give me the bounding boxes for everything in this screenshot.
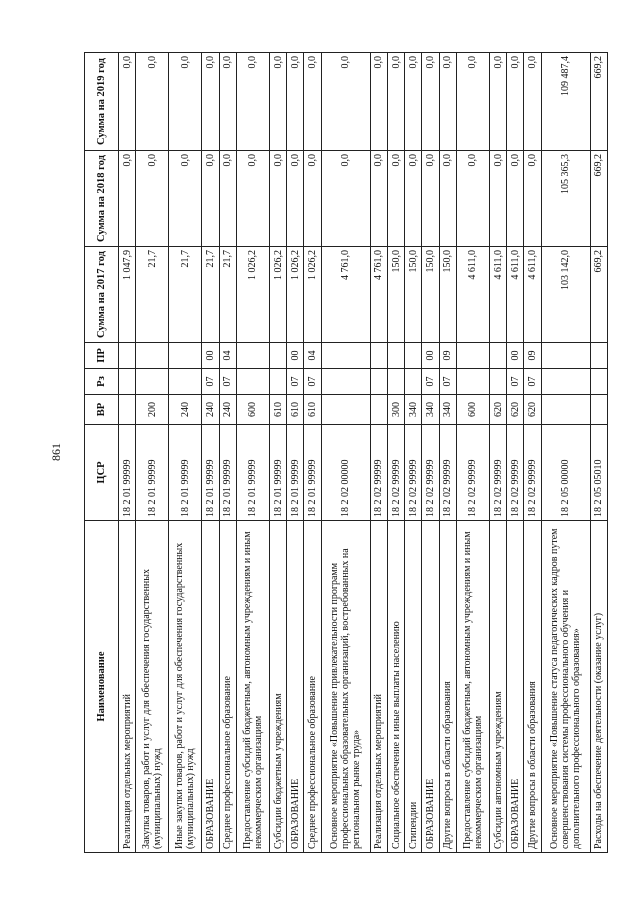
cell-sum-2017: 150,0 <box>387 246 404 342</box>
cell-name: Реализация отдельных мероприятий <box>119 520 136 852</box>
cell-sum-2017: 4 611,0 <box>489 246 506 342</box>
cell-vr: 610 <box>269 394 286 424</box>
cell-rz: 07 <box>287 368 304 394</box>
table-row <box>507 52 524 852</box>
cell-vr: 240 <box>219 394 236 424</box>
cell-sum-2018: 0,0 <box>321 150 370 246</box>
table-row <box>169 52 202 852</box>
cell-sum-2018: 0,0 <box>236 150 269 246</box>
cell-csr: 18 2 01 99999 <box>136 424 169 520</box>
cell-sum-2018: 0,0 <box>287 150 304 246</box>
cell-name: Другие вопросы в области образования <box>439 520 456 852</box>
cell-rz <box>456 368 489 394</box>
cell-sum-2018: 0,0 <box>507 150 524 246</box>
rotated-table-container <box>84 53 608 853</box>
cell-csr: 18 2 02 99999 <box>370 424 387 520</box>
cell-sum-2019: 0,0 <box>422 52 439 150</box>
cell-sum-2019: 0,0 <box>439 52 456 150</box>
cell-rz <box>370 368 387 394</box>
header-sum-2019: Сумма на 2019 год <box>85 52 119 150</box>
cell-pr <box>169 342 202 368</box>
cell-sum-2019: 0,0 <box>524 52 541 150</box>
cell-csr: 18 2 02 99999 <box>524 424 541 520</box>
cell-sum-2017: 1 026,2 <box>236 246 269 342</box>
cell-vr: 240 <box>169 394 202 424</box>
cell-name: Субсидии бюджетным учреждениям <box>269 520 286 852</box>
cell-rz <box>119 368 136 394</box>
cell-rz <box>169 368 202 394</box>
cell-sum-2019: 0,0 <box>119 52 136 150</box>
cell-name: Реализация отдельных мероприятий <box>370 520 387 852</box>
cell-rz <box>405 368 422 394</box>
cell-vr <box>541 394 590 424</box>
cell-vr <box>119 394 136 424</box>
cell-rz: 07 <box>439 368 456 394</box>
table-row <box>456 52 489 852</box>
cell-vr: 300 <box>387 394 404 424</box>
cell-sum-2018: 0,0 <box>456 150 489 246</box>
cell-rz: 07 <box>422 368 439 394</box>
cell-sum-2017: 150,0 <box>439 246 456 342</box>
cell-csr: 18 2 01 99999 <box>236 424 269 520</box>
header-sum-2017: Сумма на 2017 год <box>85 246 119 342</box>
cell-sum-2019: 0,0 <box>456 52 489 150</box>
cell-sum-2018: 669,2 <box>590 150 607 246</box>
cell-sum-2018: 0,0 <box>422 150 439 246</box>
cell-rz: 07 <box>524 368 541 394</box>
table-row <box>236 52 269 852</box>
cell-sum-2019: 0,0 <box>219 52 236 150</box>
cell-vr: 600 <box>456 394 489 424</box>
cell-pr <box>236 342 269 368</box>
cell-sum-2019: 109 487,4 <box>541 52 590 150</box>
cell-sum-2017: 21,7 <box>136 246 169 342</box>
cell-csr: 18 2 02 99999 <box>387 424 404 520</box>
cell-vr: 340 <box>405 394 422 424</box>
cell-rz <box>489 368 506 394</box>
cell-sum-2019: 0,0 <box>202 52 219 150</box>
cell-pr: 09 <box>439 342 456 368</box>
table-row <box>590 52 607 852</box>
cell-sum-2018: 0,0 <box>219 150 236 246</box>
cell-vr: 620 <box>507 394 524 424</box>
cell-sum-2017: 1 026,2 <box>269 246 286 342</box>
cell-pr <box>269 342 286 368</box>
cell-sum-2017: 21,7 <box>219 246 236 342</box>
table-row <box>422 52 439 852</box>
cell-csr: 18 2 01 99999 <box>169 424 202 520</box>
table-header-row <box>85 52 119 852</box>
cell-sum-2017: 4 611,0 <box>524 246 541 342</box>
table-row <box>321 52 370 852</box>
cell-pr: 00 <box>507 342 524 368</box>
table-row <box>489 52 506 852</box>
cell-pr <box>119 342 136 368</box>
table-row <box>405 52 422 852</box>
cell-csr: 18 2 01 99999 <box>304 424 321 520</box>
cell-sum-2018: 105 365,3 <box>541 150 590 246</box>
cell-sum-2018: 0,0 <box>439 150 456 246</box>
table-row <box>370 52 387 852</box>
cell-sum-2017: 21,7 <box>169 246 202 342</box>
cell-sum-2017: 4 761,0 <box>370 246 387 342</box>
cell-sum-2019: 0,0 <box>489 52 506 150</box>
cell-pr <box>489 342 506 368</box>
cell-sum-2017: 21,7 <box>202 246 219 342</box>
header-sum-2018: Сумма на 2018 год <box>85 150 119 246</box>
header-rz: Рз <box>85 368 119 394</box>
cell-pr: 00 <box>202 342 219 368</box>
table-body <box>119 52 608 852</box>
cell-name: Предоставление субсидий бюджетным, автономным учреждениям и иным некоммерческим организациям <box>456 520 489 852</box>
cell-rz <box>590 368 607 394</box>
cell-name: Закупка товаров, работ и услуг для обеспечения государственных (муниципальных) нужд <box>136 520 169 852</box>
cell-rz: 07 <box>507 368 524 394</box>
cell-sum-2018: 0,0 <box>405 150 422 246</box>
cell-csr: 18 2 01 99999 <box>202 424 219 520</box>
cell-vr: 340 <box>422 394 439 424</box>
cell-sum-2019: 0,0 <box>405 52 422 150</box>
cell-vr: 620 <box>524 394 541 424</box>
cell-csr: 18 2 02 99999 <box>456 424 489 520</box>
cell-pr <box>136 342 169 368</box>
cell-sum-2017: 4 611,0 <box>456 246 489 342</box>
cell-pr <box>405 342 422 368</box>
cell-csr: 18 2 02 99999 <box>507 424 524 520</box>
cell-name: Среднее профессиональное образование <box>219 520 236 852</box>
header-pr: ПР <box>85 342 119 368</box>
cell-name: ОБРАЗОВАНИЕ <box>422 520 439 852</box>
cell-csr: 18 2 02 99999 <box>405 424 422 520</box>
cell-vr <box>590 394 607 424</box>
header-vr: ВР <box>85 394 119 424</box>
cell-sum-2019: 0,0 <box>287 52 304 150</box>
table-row <box>119 52 136 852</box>
cell-pr: 04 <box>219 342 236 368</box>
cell-sum-2018: 0,0 <box>269 150 286 246</box>
cell-csr: 18 2 02 99999 <box>489 424 506 520</box>
table-row <box>541 52 590 852</box>
cell-sum-2018: 0,0 <box>119 150 136 246</box>
cell-pr <box>370 342 387 368</box>
cell-name: Среднее профессиональное образование <box>304 520 321 852</box>
cell-rz: 07 <box>202 368 219 394</box>
cell-sum-2018: 0,0 <box>136 150 169 246</box>
cell-rz <box>236 368 269 394</box>
cell-sum-2017: 150,0 <box>405 246 422 342</box>
cell-sum-2019: 0,0 <box>321 52 370 150</box>
cell-sum-2018: 0,0 <box>524 150 541 246</box>
cell-sum-2017: 4 761,0 <box>321 246 370 342</box>
cell-sum-2018: 0,0 <box>169 150 202 246</box>
cell-name: ОБРАЗОВАНИЕ <box>202 520 219 852</box>
cell-vr <box>321 394 370 424</box>
cell-sum-2018: 0,0 <box>489 150 506 246</box>
cell-csr: 18 2 05 05010 <box>590 424 607 520</box>
cell-sum-2019: 0,0 <box>387 52 404 150</box>
cell-vr: 200 <box>136 394 169 424</box>
cell-vr: 610 <box>304 394 321 424</box>
cell-sum-2018: 0,0 <box>304 150 321 246</box>
cell-name: ОБРАЗОВАНИЕ <box>287 520 304 852</box>
cell-sum-2019: 0,0 <box>169 52 202 150</box>
cell-rz <box>136 368 169 394</box>
cell-sum-2019: 0,0 <box>507 52 524 150</box>
cell-pr: 09 <box>524 342 541 368</box>
cell-sum-2019: 0,0 <box>136 52 169 150</box>
cell-vr: 340 <box>439 394 456 424</box>
cell-csr: 18 2 01 99999 <box>219 424 236 520</box>
cell-vr: 610 <box>287 394 304 424</box>
cell-rz <box>321 368 370 394</box>
cell-name: Социальное обеспечение и иные выплаты населению <box>387 520 404 852</box>
cell-csr: 18 2 02 00000 <box>321 424 370 520</box>
cell-sum-2018: 0,0 <box>370 150 387 246</box>
cell-pr <box>387 342 404 368</box>
cell-pr <box>321 342 370 368</box>
header-csr: ЦСР <box>85 424 119 520</box>
cell-rz <box>269 368 286 394</box>
cell-vr: 240 <box>202 394 219 424</box>
cell-sum-2018: 0,0 <box>202 150 219 246</box>
cell-sum-2019: 0,0 <box>304 52 321 150</box>
cell-csr: 18 2 01 99999 <box>287 424 304 520</box>
cell-vr: 600 <box>236 394 269 424</box>
cell-vr: 620 <box>489 394 506 424</box>
cell-rz: 07 <box>304 368 321 394</box>
cell-sum-2019: 0,0 <box>236 52 269 150</box>
cell-name: Другие вопросы в области образования <box>524 520 541 852</box>
cell-name: Стипендии <box>405 520 422 852</box>
cell-csr: 18 2 02 99999 <box>422 424 439 520</box>
cell-pr: 00 <box>287 342 304 368</box>
cell-sum-2017: 4 611,0 <box>507 246 524 342</box>
table-row <box>136 52 169 852</box>
cell-vr <box>370 394 387 424</box>
table-row <box>387 52 404 852</box>
cell-sum-2017: 1 026,2 <box>287 246 304 342</box>
cell-name: ОБРАЗОВАНИЕ <box>507 520 524 852</box>
cell-pr <box>590 342 607 368</box>
cell-name: Предоставление субсидий бюджетным, автономным учреждениям и иным некоммерческим организациям <box>236 520 269 852</box>
table-row <box>287 52 304 852</box>
cell-pr: 04 <box>304 342 321 368</box>
cell-sum-2017: 150,0 <box>422 246 439 342</box>
table-row <box>202 52 219 852</box>
table-row <box>269 52 286 852</box>
cell-name: Иные закупки товаров, работ и услуг для обеспечения государственных (муниципальных) нужд <box>169 520 202 852</box>
cell-pr <box>541 342 590 368</box>
cell-pr <box>456 342 489 368</box>
page-number: 861 <box>49 443 63 461</box>
cell-csr: 18 2 02 99999 <box>439 424 456 520</box>
cell-rz: 07 <box>219 368 236 394</box>
cell-rz <box>541 368 590 394</box>
cell-sum-2019: 0,0 <box>370 52 387 150</box>
table-row <box>524 52 541 852</box>
cell-sum-2017: 1 026,2 <box>304 246 321 342</box>
table-row <box>219 52 236 852</box>
cell-csr: 18 2 01 99999 <box>119 424 136 520</box>
cell-name: Субсидии автономным учреждениям <box>489 520 506 852</box>
cell-sum-2019: 0,0 <box>269 52 286 150</box>
budget-table <box>84 52 608 853</box>
cell-sum-2017: 1 047,9 <box>119 246 136 342</box>
cell-csr: 18 2 05 00000 <box>541 424 590 520</box>
cell-sum-2018: 0,0 <box>387 150 404 246</box>
cell-pr: 00 <box>422 342 439 368</box>
cell-name: Основное мероприятие «Повышение привлекательности программ профессиональных образовательных организаций, востребованных на региональном рынке труда» <box>321 520 370 852</box>
cell-name: Расходы на обеспечение деятельности (оказание услуг) <box>590 520 607 852</box>
cell-sum-2017: 103 142,0 <box>541 246 590 342</box>
header-name: Наименование <box>85 520 119 852</box>
table-row <box>304 52 321 852</box>
cell-csr: 18 2 01 99999 <box>269 424 286 520</box>
cell-sum-2019: 669,2 <box>590 52 607 150</box>
cell-name: Основное мероприятие «Повышение статуса педагогических кадров путем совершенствования системы профессионального обучения и дополнительного профессионального образования» <box>541 520 590 852</box>
cell-rz <box>387 368 404 394</box>
cell-sum-2017: 669,2 <box>590 246 607 342</box>
table-row <box>439 52 456 852</box>
